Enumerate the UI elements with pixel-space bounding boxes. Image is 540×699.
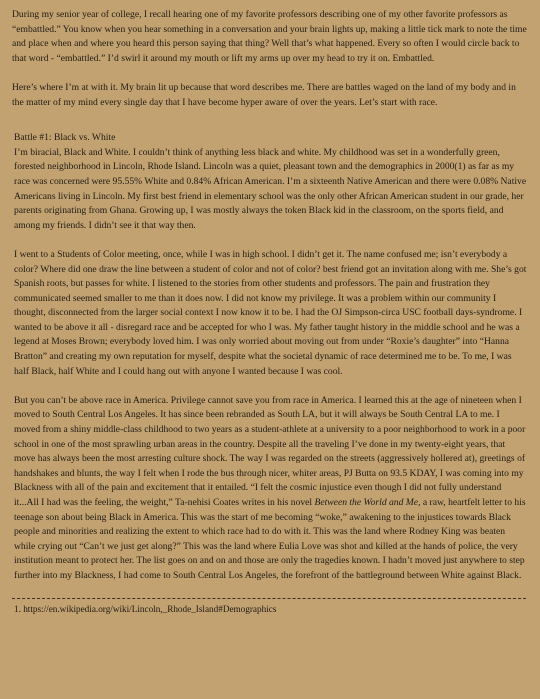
intro-paragraph-1: During my senior year of college, I recall hearing one of my favorite professors describing one of my other favorite professors as “embattled.” You know when you hear something in a conversation and your brain lights up, making a little tick mark to note the time and place when and where you heard this person saying that thing? Well that’s what happened. Every so often I would circle back to that word - “embattled.” I’d swirl it around my mouth or lift my arms up over my head to try it on. Embattled. bbox=[12, 9, 527, 64]
battle-section bbox=[12, 131, 528, 583]
battle-paragraph-3 bbox=[14, 394, 528, 584]
book-title: Between the World and Me bbox=[314, 497, 419, 508]
battle-paragraph-1: I’m biracial, Black and White. I couldn’t think of anything less black and white. My childhood was set in a wonderfully green, forested neighborhood in Lincoln, Rhode Island. Lincoln was a quiet, pleasant town and the demographics in 2000(1) as far as my race was concerned were 95.55% White and 0.84% African American. I’m a sixteenth Native American and there were 0.08% Native Americans living in Lincoln. My first best friend in elementary school was the only other African American student in our grade, her parents originating from Ghana. Growing up, I was mostly always the token Black kid in the classroom, on the sports field, and among my friends. I didn’t see it that way then. bbox=[14, 146, 527, 231]
battle-title: Battle #1: Black vs. White bbox=[14, 132, 116, 144]
footnote: 1. https://en.wikipedia.org/wiki/Lincoln,_Rhode_Island#Demographics bbox=[14, 604, 277, 615]
battle-paragraph-3-part-a: But you can’t be above race in America. Privilege cannot save you from race in America. I learned this at the age of nineteen when I moved to South Central Los Angeles. It has since been rebranded as South LA, but it will always be South Central LA to me. I moved from a shiny middle-class childhood to two years as a student-athlete at a university to a poor neighborhood to work in a poor school in one of the most sprawling urban areas in the country. Despite all the traveling I’ve done in my twenty-eight years, that move has always been the most arresting culture shock. The way I was regarded on the streets (aggressively hollered at), greetings of handshakes and blunts, the way I felt when I rode the bus through nicer, whiter areas, PJ Butta on 93.5 KDAY, I was coming into my Blackness with all of the pain and excitement that it entailed. “I felt the cosmic injustice even though I did not fully understand it...All I had was the feeling, the weight,” Ta-nehisi Coates writes in his novel bbox=[14, 394, 526, 508]
intro-paragraph-2: Here’s where I’m at with it. My brain lit up because that word describes me. There are battles waged on the land of my body and in the matter of my mind every single day that I have become hyper aware of over the years. Let’s start with race. bbox=[12, 81, 516, 108]
battle-paragraph-2: I went to a Students of Color meeting, once, while I was in high school. I didn’t get it. The name confused me; isn’t everybody a color? Where did one draw the line between a student of color and not of color? best friend got an invitation along with me. She’s got Spanish roots, but passes for white. I listened to the stories from other students and professors. The pain and frustration they communicated seemed smaller to me than it does now. I did not know my privilege. It was a problem within our community I thought, disconnected from the larger social context I now know it to be. I had the OJ Simpson-circa USC football days-syndrome. I wanted to be above it all - disregard race and be accepted for who I was. My father taught history in the middle school and he was a legend at Moses Brown; everybody loved him. I was only worried about moving out from under “Roxie’s daughter” into “Hanna Bratton” and creating my own reputation for myself, despite what the societal dynamic of race determined me to be. To me, I was half Black, half White and I could hang out with anyone I wanted because I was cool. bbox=[14, 248, 527, 377]
footnote-divider bbox=[12, 598, 526, 599]
battle-paragraph-3-part-b: , a raw, heartfelt letter to his teenage son about being Black in America. This was the start of me becoming “woke,” awakening to the injustices towards Black people and minorities and realizing the extent to which race had to do with it. This was the land where Rodney King was beaten while crying out “Can’t we just get along?” This was the land where Eulia Love was shot and killed at the hands of police, the very institution meant to protect her. The list goes on and on and those are only the tragedies known. I hadn’t moved just anywhere to step further into my Blackness, I had come to South Central Los Angeles, the forefront of the battleground between White against Black. bbox=[14, 497, 526, 581]
intro-section bbox=[12, 8, 528, 110]
